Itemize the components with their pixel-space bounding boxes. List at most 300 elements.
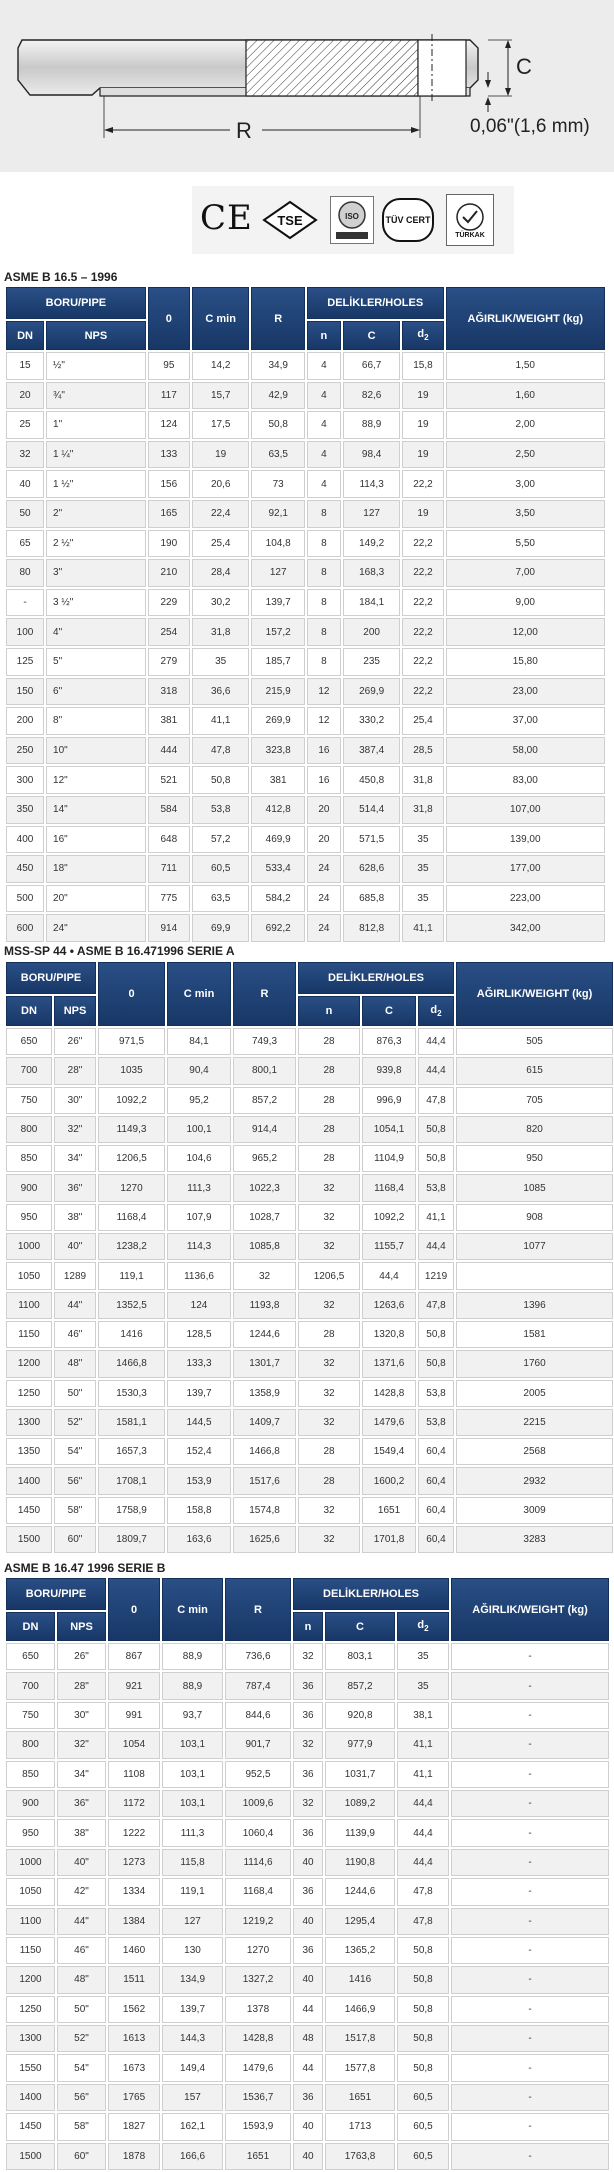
table-row [6,1702,609,1729]
table-row [6,1321,613,1348]
col-d2-subscript: 2 [424,1624,429,1634]
cell-dn: 1250 [6,1996,55,2023]
cell-weight: 820 [456,1116,613,1143]
cell-nps: 54" [57,2054,106,2081]
cell-dn: 450 [6,855,44,883]
cell-outer-diameter: 254 [148,618,190,646]
cell-nps: 20" [46,885,146,913]
cell-d2: 50,8 [418,1350,454,1377]
cell-n: 8 [307,648,341,676]
tuv-cert-text: TÜV CERT [385,215,431,225]
cell-outer-diameter: 1758,9 [98,1497,165,1524]
cell-c: 1713 [325,2113,395,2140]
cell-n: 28 [298,1028,360,1055]
cell-c-min: 157 [162,2084,223,2111]
table-row [6,1996,609,2023]
cell-d2: 22,2 [402,589,443,617]
cell-nps: 50" [54,1380,96,1407]
cell-dn: 125 [6,648,44,676]
cell-c: 514,4 [343,796,401,824]
table-row [6,2143,609,2170]
cell-n: 32 [293,1790,323,1817]
cell-outer-diameter: 1765 [108,2084,160,2111]
cell-outer-diameter: 1581,1 [98,1409,165,1436]
cell-nps: 30" [57,1702,106,1729]
cell-nps: 46" [54,1321,96,1348]
cell-n: 32 [298,1380,360,1407]
cell-dn: 15 [6,352,44,380]
cell-d2: 44,4 [418,1028,454,1055]
cell-weight: 950 [456,1145,613,1172]
cell-c: 149,2 [343,530,401,558]
cell-c-min: 90,4 [167,1057,231,1084]
cell-c-min: 69,9 [192,914,250,942]
table-row [6,2084,609,2111]
cell-c-min: 139,7 [162,1996,223,2023]
cell-n: 36 [293,1672,323,1699]
cell-c-min: 57,2 [192,826,250,854]
col-n: n [307,321,341,350]
cell-n: 32 [298,1409,360,1436]
cell-dn: 850 [6,1761,55,1788]
cell-weight: - [451,1996,609,2023]
cell-r: 533,4 [251,855,304,883]
col-weight: AĞIRLIK/WEIGHT (kg) [451,1578,609,1641]
cell-weight: 177,00 [446,855,605,883]
cell-n: 24 [307,914,341,942]
cell-d2: 60,4 [418,1438,454,1465]
cell-weight: - [451,1937,609,1964]
cell-c: 1263,6 [362,1292,416,1319]
col-dn: DN [6,1612,55,1641]
cell-c: 876,3 [362,1028,416,1055]
asme-b16-47-serie-b-table [4,1576,611,2172]
cell-nps: 36" [54,1174,96,1201]
cell-dn: 100 [6,618,44,646]
cell-outer-diameter: 156 [148,470,190,498]
cell-r: 32 [233,1262,296,1289]
cell-outer-diameter: 1108 [108,1761,160,1788]
cell-r: 381 [251,766,304,794]
cell-r: 1651 [225,2143,291,2170]
cell-outer-diameter: 867 [108,1643,160,1670]
raised-face-height-label: 0,06"(1,6 mm) [470,116,590,137]
col-d2-subscript: 2 [424,333,429,343]
cell-nps: 38" [57,1819,106,1846]
cell-dn: 750 [6,1702,55,1729]
cell-weight: - [451,1731,609,1758]
cell-nps: 1 ½" [46,470,146,498]
col-n: n [293,1612,323,1641]
cell-n: 1206,5 [298,1262,360,1289]
table-row [6,618,605,646]
cell-c: 920,8 [325,1702,395,1729]
cell-dn: 1000 [6,1849,55,1876]
cell-dn: 350 [6,796,44,824]
turkak-text: TÜRKAK [455,231,485,239]
cell-nps: 52" [54,1409,96,1436]
cell-weight: 2568 [456,1438,613,1465]
cell-nps: 34" [54,1145,96,1172]
col-c: C [362,996,416,1026]
cell-d2: 28,5 [402,737,443,765]
cell-d2: 19 [402,441,443,469]
cell-c: 1549,4 [362,1438,416,1465]
cell-weight: - [451,2084,609,2111]
col-outer-diameter: 0 [148,287,190,350]
cell-r: 1219,2 [225,1908,291,1935]
cell-d2: 35 [397,1672,449,1699]
cell-outer-diameter: 1416 [98,1321,165,1348]
cell-weight: 3283 [456,1526,613,1553]
cell-n: 4 [307,411,341,439]
cell-outer-diameter: 1613 [108,2025,160,2052]
cell-dn: 1200 [6,1966,55,1993]
cell-c: 857,2 [325,1672,395,1699]
cell-c: 1466,9 [325,1996,395,2023]
cell-d2: 25,4 [402,707,443,735]
col-group-holes: DELİKLER/HOLES [307,287,444,319]
cell-outer-diameter: 775 [148,885,190,913]
table-row [6,1350,613,1377]
cell-r: 844,6 [225,1702,291,1729]
cell-r: 692,2 [251,914,304,942]
cell-weight: 2005 [456,1380,613,1407]
cell-r: 787,4 [225,1672,291,1699]
col-weight: AĞIRLIK/WEIGHT (kg) [456,962,613,1026]
cell-outer-diameter: 971,5 [98,1028,165,1055]
cell-dn: 600 [6,914,44,942]
cell-c-min: 124 [167,1292,231,1319]
cell-weight: 3,00 [446,470,605,498]
dimension-r-label: R [236,118,252,143]
table-row [6,1731,609,1758]
cell-c-min: 107,9 [167,1204,231,1231]
cell-weight: 1,50 [446,352,605,380]
cell-n: 32 [298,1497,360,1524]
cell-c-min: 153,9 [167,1467,231,1494]
cell-r: 1327,2 [225,1966,291,1993]
cell-d2: 15,8 [402,352,443,380]
cell-nps: 40" [57,1849,106,1876]
cell-nps: 46" [57,1937,106,1964]
table2-title: MSS-SP 44 • ASME B 16.471996 SERIE A [4,944,235,958]
cell-nps: 18" [46,855,146,883]
table-row [6,1087,613,1114]
cell-c-min: 114,3 [167,1233,231,1260]
cell-n: 12 [307,678,341,706]
table-row [6,1819,609,1846]
col-nps: NPS [54,996,96,1026]
iso-9001-logo [330,196,374,244]
cell-c-min: 152,4 [167,1438,231,1465]
cell-c-min: 17,5 [192,411,250,439]
cell-c-min: 25,4 [192,530,250,558]
cell-c-min: 84,1 [167,1028,231,1055]
cell-dn: 1450 [6,1497,52,1524]
cell-c-min: 50,8 [192,766,250,794]
cell-outer-diameter: 1530,3 [98,1380,165,1407]
cell-c-min: 139,7 [167,1380,231,1407]
cell-n: 40 [293,2113,323,2140]
cell-d2: 44,4 [397,1849,449,1876]
cell-weight: - [451,2143,609,2170]
cell-weight: 908 [456,1204,613,1231]
cell-nps: 28" [57,1672,106,1699]
ce-mark-logo: CE [200,198,253,238]
cell-c-min: 144,5 [167,1409,231,1436]
col-d2-subscript: 2 [437,1009,442,1019]
cell-d2: 41,1 [402,914,443,942]
cell-c-min: 111,3 [167,1174,231,1201]
table-row [6,1028,613,1055]
table-row [6,737,605,765]
col-r: R [233,962,296,1026]
cell-nps: 4" [46,618,146,646]
cell-r: 73 [251,470,304,498]
cell-c-min: 15,7 [192,382,250,410]
cell-d2: 47,8 [397,1908,449,1935]
cell-weight: - [451,1702,609,1729]
table-row [6,1292,613,1319]
col-group-holes: DELİKLER/HOLES [298,962,454,994]
cell-dn: 900 [6,1790,55,1817]
cell-n: 36 [293,1937,323,1964]
table-row [6,1409,613,1436]
table-row [6,707,605,735]
cell-c: 44,4 [362,1262,416,1289]
cell-r: 157,2 [251,618,304,646]
cell-c-min: 103,1 [162,1790,223,1817]
cell-nps: 44" [54,1292,96,1319]
cell-d2: 31,8 [402,766,443,794]
cell-r: 1536,7 [225,2084,291,2111]
cell-n: 8 [307,500,341,528]
cell-c: 977,9 [325,1731,395,1758]
cell-c: 88,9 [343,411,401,439]
cell-r: 857,2 [233,1087,296,1114]
cell-weight: 3,50 [446,500,605,528]
cell-weight: 342,00 [446,914,605,942]
cell-d2: 50,8 [418,1321,454,1348]
cell-nps: 58" [54,1497,96,1524]
cell-c-min: 30,2 [192,589,250,617]
cell-c-min: 100,1 [167,1116,231,1143]
cell-d2: 50,8 [397,1966,449,1993]
cell-outer-diameter: 1466,8 [98,1350,165,1377]
table-row [6,589,605,617]
cell-n: 44 [293,1996,323,2023]
cell-weight: - [451,2054,609,2081]
cell-c: 939,8 [362,1057,416,1084]
cell-nps: 52" [57,2025,106,2052]
cell-c: 1168,4 [362,1174,416,1201]
cell-r: 1574,8 [233,1497,296,1524]
cell-weight: - [451,2025,609,2052]
cell-outer-diameter: 119,1 [98,1262,165,1289]
cell-weight: 7,00 [446,559,605,587]
tse-logo [262,200,318,240]
cell-outer-diameter: 1809,7 [98,1526,165,1553]
cell-nps: 36" [57,1790,106,1817]
cell-n: 36 [293,1819,323,1846]
cell-d2: 60,5 [397,2084,449,2111]
cell-d2: 41,1 [397,1761,449,1788]
table-row [6,500,605,528]
cell-outer-diameter: 1222 [108,1819,160,1846]
turkak-logo [446,194,494,246]
cell-n: 28 [298,1087,360,1114]
cell-d2: 35 [402,826,443,854]
cell-d2: 60,4 [418,1467,454,1494]
cell-outer-diameter: 1708,1 [98,1467,165,1494]
cell-r: 323,8 [251,737,304,765]
cell-c-min: 104,6 [167,1145,231,1172]
cell-n: 36 [293,1878,323,1905]
cell-n: 28 [298,1321,360,1348]
table-row [6,766,605,794]
cell-dn: 400 [6,826,44,854]
cell-weight: 2215 [456,1409,613,1436]
cell-c-min: 1136,6 [167,1262,231,1289]
cell-nps: 26" [54,1028,96,1055]
cell-c-min: 88,9 [162,1643,223,1670]
col-d2 [418,996,454,1026]
cell-c: 1428,8 [362,1380,416,1407]
cell-n: 28 [298,1438,360,1465]
cell-nps: 60" [57,2143,106,2170]
cell-d2: 53,8 [418,1380,454,1407]
cell-c: 168,3 [343,559,401,587]
cell-c-min: 31,8 [192,618,250,646]
cell-r: 1428,8 [225,2025,291,2052]
cell-n: 24 [307,885,341,913]
cell-nps: ¾" [46,382,146,410]
cell-d2: 38,1 [397,1702,449,1729]
cell-weight: 15,80 [446,648,605,676]
cell-r: 800,1 [233,1057,296,1084]
cell-outer-diameter: 1172 [108,1790,160,1817]
col-c: C [343,321,401,350]
cell-c: 1517,8 [325,2025,395,2052]
cell-r: 1060,4 [225,1819,291,1846]
cell-c: 200 [343,618,401,646]
cell-r: 412,8 [251,796,304,824]
cell-outer-diameter: 1273 [108,1849,160,1876]
cell-c: 1577,8 [325,2054,395,2081]
table-row [6,1380,613,1407]
cell-r: 1625,6 [233,1526,296,1553]
cell-weight: 23,00 [446,678,605,706]
cell-weight: 3009 [456,1497,613,1524]
table-row [6,914,605,942]
cell-d2: 35 [402,885,443,913]
cell-d2: 44,4 [418,1233,454,1260]
cell-c: 1244,6 [325,1878,395,1905]
cell-dn: 300 [6,766,44,794]
cell-r: 63,5 [251,441,304,469]
cell-n: 32 [293,1731,323,1758]
cell-c: 450,8 [343,766,401,794]
table-row [6,648,605,676]
cell-d2: 47,8 [418,1292,454,1319]
cell-weight: - [451,1908,609,1935]
col-nps: NPS [57,1612,106,1641]
cell-outer-diameter: 711 [148,855,190,883]
cell-c: 1371,6 [362,1350,416,1377]
cell-weight: 107,00 [446,796,605,824]
cell-dn: 50 [6,500,44,528]
cell-nps: 34" [57,1761,106,1788]
cell-c-min: 22,4 [192,500,250,528]
cell-outer-diameter: 1562 [108,1996,160,2023]
cell-c-min: 36,6 [192,678,250,706]
cell-nps: 28" [54,1057,96,1084]
cell-c-min: 60,5 [192,855,250,883]
table-row [6,1643,609,1670]
cell-dn: 20 [6,382,44,410]
cell-c-min: 47,8 [192,737,250,765]
cell-weight: 58,00 [446,737,605,765]
cell-n: 40 [293,1966,323,1993]
cell-weight: 37,00 [446,707,605,735]
col-d2-label: d [417,1619,425,1632]
cell-dn: 1450 [6,2113,55,2140]
cell-d2: 47,8 [397,1878,449,1905]
cell-nps: 12" [46,766,146,794]
cell-outer-diameter: 210 [148,559,190,587]
cell-n: 24 [307,855,341,883]
cell-nps: 3" [46,559,146,587]
cell-dn: 250 [6,737,44,765]
table-row [6,1497,613,1524]
cell-n: 44 [293,2054,323,2081]
cell-d2: 22,2 [402,618,443,646]
cell-n: 20 [307,826,341,854]
cell-d2: 19 [402,411,443,439]
cell-outer-diameter: 1035 [98,1057,165,1084]
cell-outer-diameter: 1673 [108,2054,160,2081]
cell-n: 12 [307,707,341,735]
cell-weight: 9,00 [446,589,605,617]
table-row [6,1204,613,1231]
cell-n: 4 [307,382,341,410]
cell-nps: 38" [54,1204,96,1231]
col-c-min: C min [192,287,250,350]
table-row [6,1057,613,1084]
cell-r: 185,7 [251,648,304,676]
cell-dn: 950 [6,1204,52,1231]
cell-n: 8 [307,618,341,646]
cell-weight: - [451,1966,609,1993]
cell-c: 628,6 [343,855,401,883]
cell-dn: 500 [6,885,44,913]
cell-n: 36 [293,2084,323,2111]
cell-n: 16 [307,737,341,765]
cell-c: 1320,8 [362,1321,416,1348]
cell-c-min: 128,5 [167,1321,231,1348]
col-group-pipe: BORU/PIPE [6,1578,106,1610]
cell-c: 1190,8 [325,1849,395,1876]
cell-n: 40 [293,2143,323,2170]
cell-outer-diameter: 1168,4 [98,1204,165,1231]
table-row [6,530,605,558]
cell-dn: 32 [6,441,44,469]
cell-c: 1600,2 [362,1467,416,1494]
table1-title: ASME B 16.5 – 1996 [4,270,118,284]
cell-weight: 2,00 [446,411,605,439]
cell-dn: 200 [6,707,44,735]
